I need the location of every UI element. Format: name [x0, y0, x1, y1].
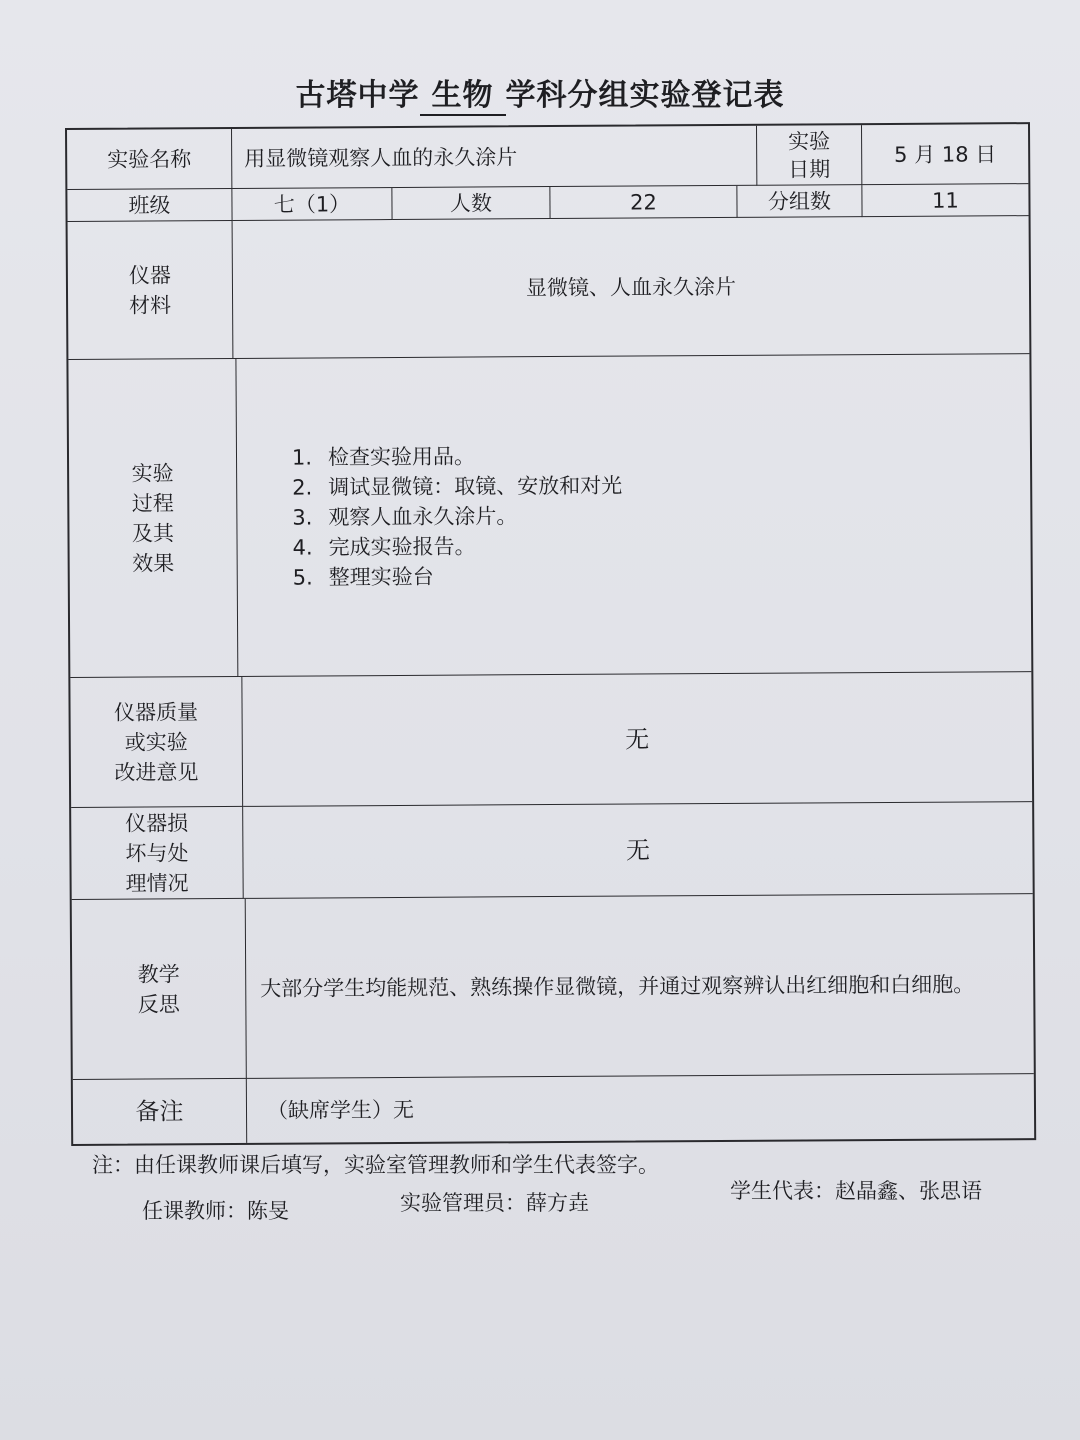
date-label-line-1: 实验	[788, 128, 831, 154]
process-step: 2. 调试显微镜：取镜、安放和对光	[292, 473, 623, 500]
quality-label	[70, 677, 243, 808]
materials-label	[68, 221, 234, 360]
damage-label-line-3: 理情况	[125, 870, 189, 896]
reflection-value: 大部分学生均能规范、熟练操作显微镜，并通过观察辨认出红细胞和白细胞。	[246, 894, 1034, 1079]
process-step: 1. 检查实验用品。	[291, 444, 476, 470]
teacher-signature: 任课教师：陈旻	[142, 1199, 289, 1223]
process-label-line-2: 过程	[131, 490, 174, 516]
student-rep-signature: 学生代表：赵晶鑫、张思语	[730, 1179, 982, 1203]
experiment-date-label	[757, 125, 862, 186]
class-value: 七（1）	[232, 188, 392, 221]
footer-note: 注：由任课教师课后填写，实验室管理教师和学生代表签字。	[92, 1153, 659, 1177]
reflection-label	[72, 899, 247, 1080]
date-label-line-2: 日期	[788, 156, 831, 182]
quality-value: 无	[242, 672, 1032, 807]
groups-label: 分组数	[737, 185, 862, 218]
process-label	[68, 359, 238, 678]
process-steps-list	[237, 440, 623, 592]
title-school: 古塔中学	[295, 78, 420, 113]
quality-label-line-2: 或实验	[124, 729, 188, 755]
process-step: 4. 完成实验报告。	[292, 534, 476, 560]
reflection-label-line-1: 教学	[137, 961, 180, 987]
title-subject: 生物	[420, 78, 506, 116]
remark-label-text: 备注	[135, 1097, 184, 1126]
process-step: 3. 观察人血永久涂片。	[292, 503, 518, 530]
process-label-line-3: 及其	[131, 520, 175, 546]
process-label-line-4: 效果	[132, 550, 175, 576]
materials-value: 显微镜、人血永久涂片	[233, 216, 1030, 359]
groups-value: 11	[862, 184, 1028, 217]
process-label-line-1: 实验	[131, 460, 174, 486]
materials-label-line-1: 仪器	[128, 262, 171, 288]
registration-table	[65, 122, 1036, 1146]
process-step: 5. 整理实验台	[292, 564, 434, 590]
damage-label-line-2: 坏与处	[125, 840, 189, 866]
damage-value: 无	[243, 802, 1033, 899]
quality-label-line-3: 改进意见	[114, 759, 199, 785]
experiment-date-value: 5 月 18 日	[862, 124, 1028, 185]
count-label: 人数	[392, 187, 550, 220]
materials-label-line-2: 材料	[129, 292, 172, 318]
reflection-label-line-2: 反思	[137, 991, 180, 1017]
process-steps-cell	[236, 354, 1031, 677]
form-title	[0, 70, 1080, 116]
damage-label-line-1: 仪器损	[125, 810, 189, 836]
damage-label	[71, 807, 244, 900]
quality-label-line-1: 仪器质量	[113, 699, 199, 725]
lab-admin-signature: 实验管理员：薛方垚	[400, 1191, 589, 1215]
experiment-name-label: 实验名称	[67, 129, 232, 190]
class-label: 班级	[67, 189, 232, 222]
remark-value: （缺席学生）无	[266, 1097, 415, 1123]
remark-label	[73, 1079, 247, 1144]
experiment-name-value: 用显微镜观察人血的永久涂片	[232, 126, 757, 189]
count-value: 22	[550, 186, 737, 219]
title-suffix: 学科分组实验登记表	[505, 78, 785, 113]
